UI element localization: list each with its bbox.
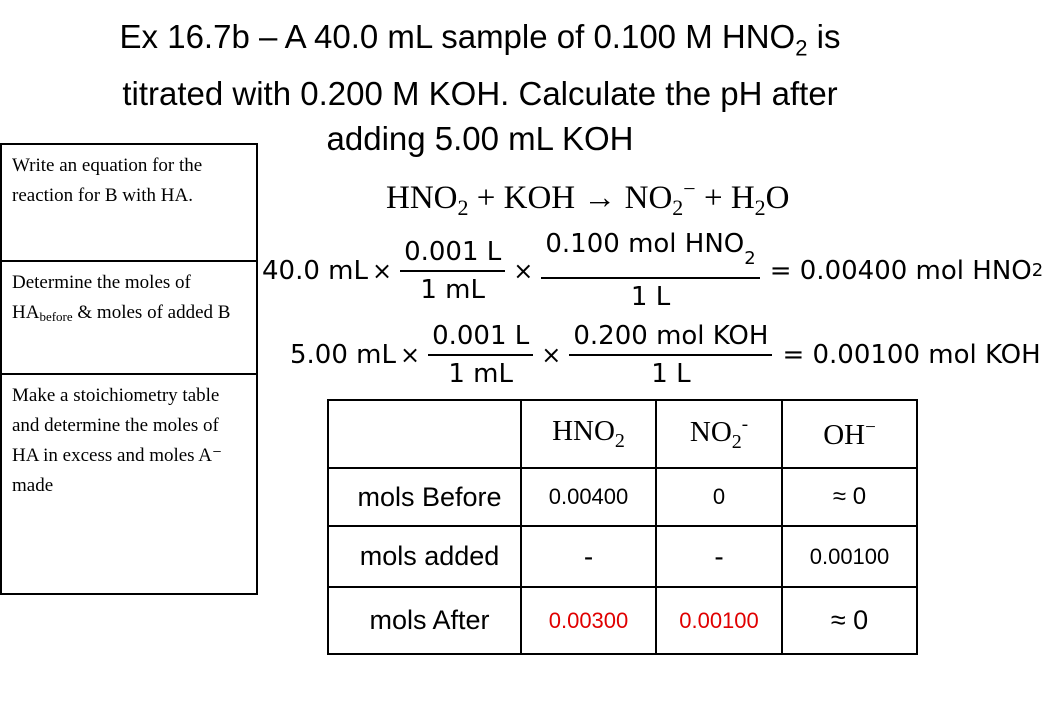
hno2-moles-calculation: 40.0 mL × $\frac{0.001 L}{1 mL}$ × $\frac{0.100 mol HNO_2}{1 L}$ = 0.00400 mol HNO 2 xyxy=(262,226,1043,315)
before-no2-value: 0 xyxy=(656,468,782,526)
added-oh-value: 0.00100 xyxy=(782,526,917,587)
row-label-before: mols Before xyxy=(328,468,521,526)
fraction-volume-conversion: $\frac{0.001 L}{1 mL}$ xyxy=(400,234,505,308)
row-label-added: mols added xyxy=(328,526,521,587)
slide-title xyxy=(0,14,960,161)
step-box-moles: Determine the moles of HAbefore & moles of added B xyxy=(2,262,256,375)
stoichiometry-table xyxy=(327,399,918,655)
title-line-3: adding 5.00 mL KOH xyxy=(326,119,634,157)
koh-moles-calculation: 5.00 mL × $\frac{0.001 L}{1 mL}$ × $\frac{\text{0.200 mol KOH}}{1 L}$ = 0.00100 mol KOH xyxy=(290,318,1041,392)
table-row xyxy=(328,526,917,587)
row-label-after: mols After xyxy=(328,587,521,654)
title-line-2: titrated with 0.200 M KOH. Calculate the pH after xyxy=(122,74,838,112)
step-box-equation: Write an equation for the reaction for B with HA. xyxy=(2,145,256,262)
steps-sidebar xyxy=(0,143,258,595)
step-box-stoichiometry: Make a stoichiometry table and determine the moles of HA in excess and moles A⁻ made xyxy=(12,385,223,496)
fraction-volume-conversion: $\frac{0.001 L}{1 mL}$ xyxy=(428,318,533,392)
table-row xyxy=(328,587,917,654)
header-hno2: $HNO_2$ xyxy=(521,400,656,468)
header-no2: $NO_2^-$ xyxy=(656,400,782,468)
header-empty-cell xyxy=(328,400,521,468)
reaction-arrow-icon: → xyxy=(583,180,617,216)
fraction-molarity-koh: $\frac{\text{0.200 mol KOH}}{1 L}$ xyxy=(569,318,772,392)
header-oh: OH− xyxy=(782,400,917,468)
added-hno2-value: - xyxy=(521,526,656,587)
table-row xyxy=(328,468,917,526)
title-line-1: Ex 16.7b – A 40.0 mL sample of 0.100 M $HNO_2$ is xyxy=(119,18,841,61)
before-oh-value: ≈ 0 xyxy=(782,468,917,526)
reaction-equation: $HNO_2$ + KOH → $NO_2^- + H_2O$ xyxy=(386,176,790,220)
fraction-molarity-hno2: $\frac{0.100 mol HNO_2}{1 L}$ xyxy=(541,226,759,315)
after-oh-value: ≈ 0 xyxy=(782,587,917,654)
before-hno2-value: 0.00400 xyxy=(521,468,656,526)
after-no2-value: 0.00100 xyxy=(656,587,782,654)
table-header-row xyxy=(328,400,917,468)
added-no2-value: - xyxy=(656,526,782,587)
after-hno2-value: 0.00300 xyxy=(521,587,656,654)
